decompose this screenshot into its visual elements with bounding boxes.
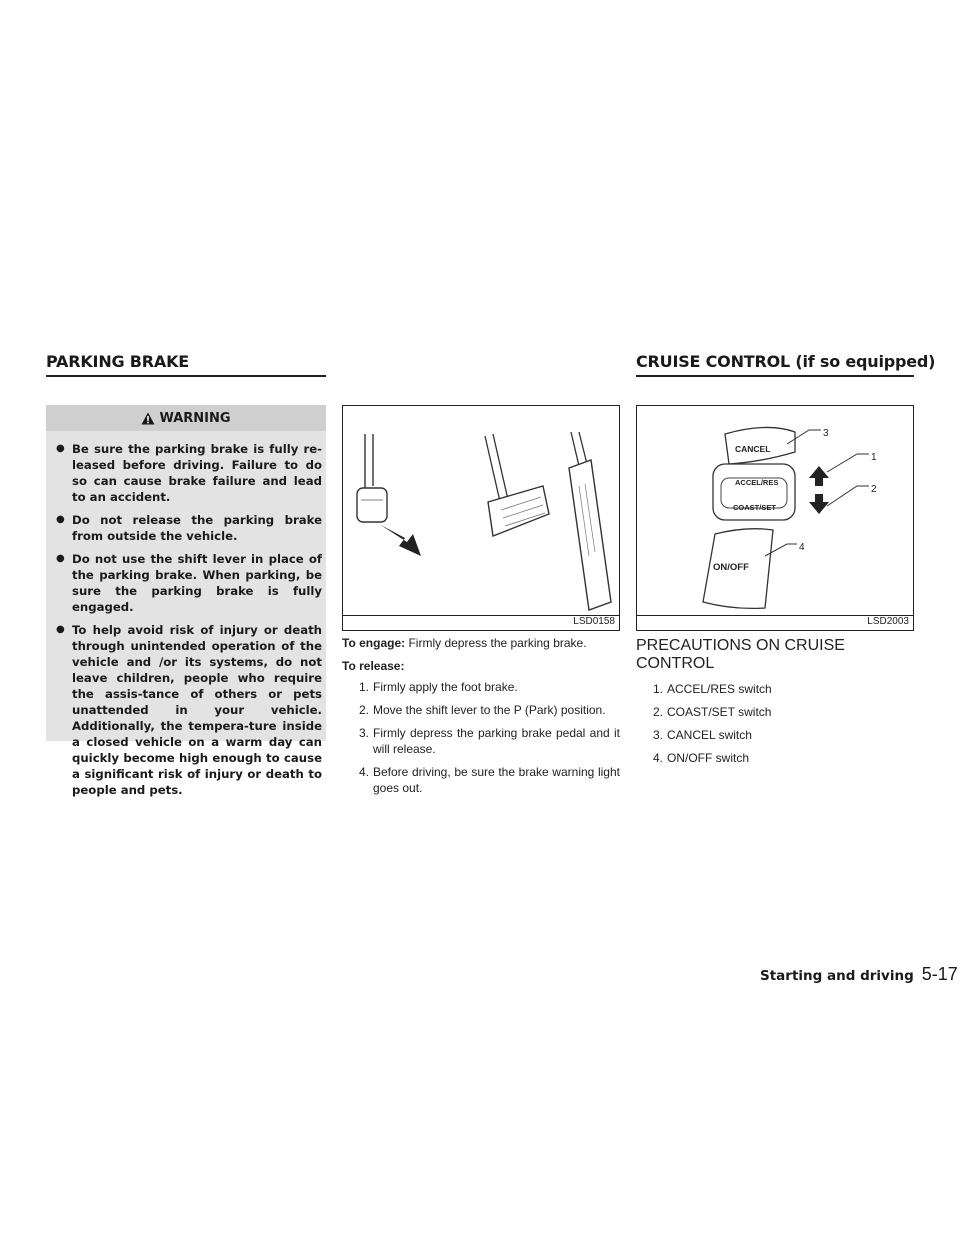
cruise-switch-item: 3. CANCEL switch [653, 728, 752, 742]
release-step: 4. Before driving, be sure the brake warning light goes out. [359, 765, 620, 795]
callout-2: 2 [871, 484, 877, 495]
cruise-switch-illustration [637, 406, 913, 616]
engage-paragraph [342, 635, 620, 652]
callout-3: 3 [823, 428, 829, 439]
warning-item: ● To help avoid risk of injury or death through unintended operation of the vehicle and /or its systems, do not leave children, people who require the assis-tance of others or pets unattended in your vehicle. Additionally, the tempera-ture inside a closed vehicle on a warm day can quickly become high enough to cause a significant risk of injury or death to people and pets. [54, 622, 322, 798]
engage-label: To engage: [342, 636, 406, 650]
cruise-precautions-section [636, 637, 914, 773]
figure-code: LSD2003 [867, 616, 909, 627]
page-footer [760, 964, 958, 985]
page-number: 5-17 [921, 964, 958, 984]
engage-text: Firmly depress the parking brake. [408, 636, 587, 650]
on-off-label: ON/OFF [713, 562, 749, 573]
cruise-switch-item: 4. ON/OFF switch [653, 751, 750, 765]
callout-4: 4 [799, 542, 805, 553]
header-rule-right [636, 375, 914, 377]
warning-box [46, 405, 326, 797]
figure-code: LSD0158 [573, 616, 615, 627]
warning-item: ● Do not use the shift lever in place of the parking brake. When parking, be sure the parking brake is fully engaged. [54, 551, 322, 615]
accel-res-label: ACCEL/RES [735, 478, 779, 487]
callout-1: 1 [871, 452, 877, 463]
release-steps-list [342, 679, 620, 796]
warning-title: WARNING [159, 410, 231, 426]
warning-heading [46, 405, 326, 431]
warning-item: ● Do not release the parking brake from outside the vehicle. [54, 512, 322, 544]
footer-section-title: Starting and driving [760, 968, 914, 984]
cruise-precautions-heading: PRECAUTIONS ON CRUISE CONTROL [636, 637, 845, 672]
release-step: 1. Firmly apply the foot brake. [359, 680, 518, 694]
warning-item: ● Be sure the parking brake is fully re-leased before driving. Failure to do so can cause brake failure and lead to an accident. [54, 441, 322, 505]
parking-brake-pedal-figure [342, 405, 620, 631]
release-step: 2. Move the shift lever to the P (Park) position. [359, 703, 606, 717]
cruise-control-header: CRUISE CONTROL (if so equipped) [636, 352, 936, 371]
parking-brake-instructions [342, 635, 620, 803]
warning-triangle-icon [141, 412, 155, 425]
cruise-control-switch-figure [636, 405, 914, 631]
release-label: To release: [342, 659, 405, 673]
release-step: 3. Firmly depress the parking brake pedal and it will release. [359, 726, 620, 756]
pedal-illustration [343, 406, 619, 616]
warning-list [54, 441, 322, 798]
cancel-label: CANCEL [735, 444, 771, 454]
coast-set-label: COAST/SET [733, 503, 776, 512]
header-rule-left [46, 375, 326, 377]
cruise-switch-item: 1. ACCEL/RES switch [653, 682, 772, 696]
cruise-switch-item: 2. COAST/SET switch [653, 705, 772, 719]
parking-brake-header: PARKING BRAKE [46, 352, 190, 371]
cruise-switch-list [636, 681, 914, 766]
